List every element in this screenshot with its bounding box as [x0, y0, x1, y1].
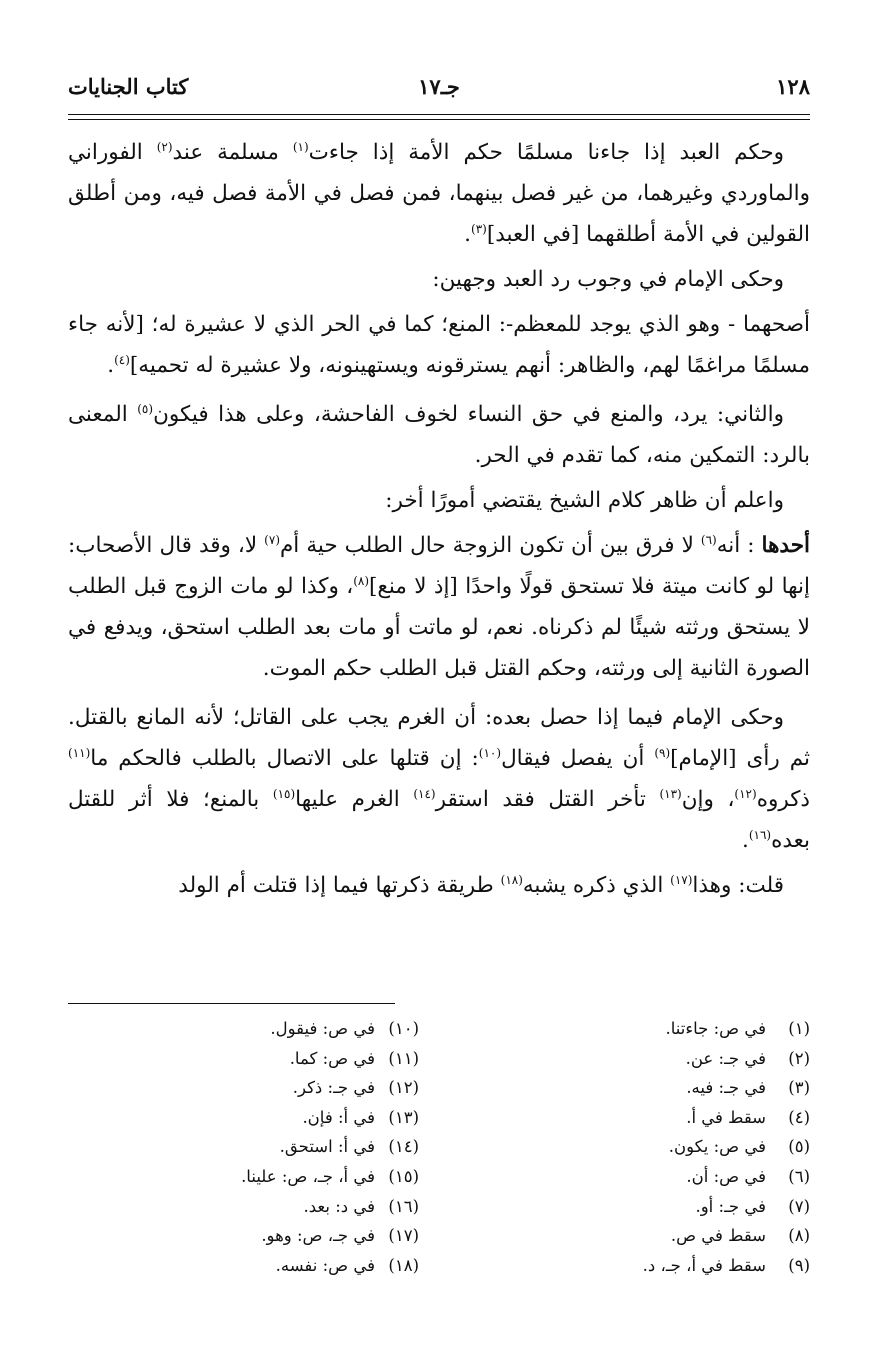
footnote: (١٥)في أ، جـ، ص: علينا. — [241, 1166, 419, 1186]
text-run: وحكم العبد إذا جاءنا مسلمًا حكم الأمة إذا جاءت — [308, 140, 784, 165]
paragraph-4 — [68, 394, 810, 476]
footnote: (٦)في ص: أن. — [686, 1166, 810, 1186]
footnote: (١٣)في أ: فإن. — [302, 1107, 419, 1127]
footnotes-column-right — [440, 1014, 810, 1280]
text-run: تأخر القتل فقد استقر — [435, 787, 660, 812]
text-run: ، وكذا لو مات الزوج قبل الطلب لا يستحق ورثته شيئًا لم ذكرناه. نعم، لو ماتت أو مات بعد الطلب استحق، ويدفع في الصورة الثانية إلى ورثته، وحكم القتل قبل الطلب حكم الموت. — [68, 574, 810, 681]
footnote-ref: (٤) — [114, 352, 130, 367]
bold-lead: أحدها — [761, 533, 810, 558]
book-title: كتاب الجنايات — [68, 74, 189, 99]
footnote-ref: (٧) — [264, 532, 280, 547]
footnote: (١٧)في جـ، ص: وهو. — [261, 1226, 419, 1246]
text-run: وحكى الإمام فيما إذا حصل بعده: أن الغرم يجب على القاتل؛ لأنه المانع بالقتل. ثم رأى [الإمام] — [68, 705, 810, 771]
footnote-ref: (١) — [292, 139, 309, 154]
footnote: (٨)سقط في ص. — [670, 1226, 810, 1246]
footnote-ref: (١٠) — [478, 745, 502, 760]
text-run: لا فرق بين أن تكون الزوجة حال الطلب حية أم — [280, 533, 701, 558]
footnote-ref: (١٧) — [670, 872, 693, 887]
footnote: (٥)في ص: يكون. — [668, 1137, 810, 1157]
text-run: ، وإن — [681, 787, 735, 812]
text-run: الفوراني والماوردي وغيرهما، من غير فصل بينهما، فمن فصل في الأمة فصل فيه، ومن أطلق القولين في الأمة أطلقهما [في العبد] — [68, 140, 810, 247]
footnote: (٣)في جـ: فيه. — [686, 1078, 810, 1098]
text-run: والثاني: يرد، والمنع في حق النساء لخوف الفاحشة، وعلى هذا فيكون — [153, 402, 784, 427]
text-run: لا، وقد قال الأصحاب: إنها لو كانت ميتة فلا تستحق قولًا واحدًا [إذ لا منع] — [68, 533, 810, 599]
text-run: ذكروه — [756, 787, 811, 812]
text-run: أن يفصل فيقال — [501, 746, 655, 771]
paragraph-6 — [68, 525, 810, 689]
footnote: (١٠)في ص: فيقول. — [270, 1019, 419, 1038]
text-run: واعلم أن ظاهر كلام الشيخ يقتضي أمورًا أخر: — [385, 488, 784, 513]
footnote-ref: (٣) — [471, 221, 487, 236]
footnote: (١١)في ص: كما. — [289, 1048, 419, 1068]
footnote-ref: (٩) — [654, 745, 671, 760]
footnote-ref: (٥) — [137, 401, 154, 416]
text-run: مسلمة عند — [172, 140, 293, 165]
footnote: (١٨)في ص: نفسه. — [275, 1255, 419, 1275]
footnote: (١٦)في د: بعد. — [303, 1196, 419, 1216]
text-run: قلت: وهذا — [692, 873, 784, 898]
footnote-ref: (٢) — [156, 139, 173, 154]
paragraph-8 — [68, 865, 810, 906]
text-run: المعنى بالرد: التمكين منه، كما تقدم في الحر. — [68, 402, 810, 468]
footnote-ref: (١٤) — [413, 786, 436, 801]
footnote-ref: (١٢) — [734, 786, 757, 801]
footnote: (١٢)في جـ: ذكر. — [292, 1078, 419, 1098]
page-number: ١٢٨ — [776, 74, 810, 99]
text-run: الذي ذكره يشبه — [522, 873, 671, 898]
text-run: : إن قتلها على الاتصال بالطلب فالحكم ما — [90, 746, 479, 771]
header-rule-top — [68, 114, 810, 115]
text-run: وحكى الإمام في وجوب رد العبد وجهين: — [432, 267, 784, 292]
footnote-ref: (١١) — [68, 745, 91, 760]
paragraph-3 — [68, 304, 810, 386]
footnote-ref: (١٥) — [272, 786, 296, 801]
main-text — [68, 132, 810, 910]
text-run: طريقة ذكرتها فيما إذا قتلت أم الولد — [178, 873, 501, 898]
footnotes-column-left — [49, 1014, 419, 1280]
footnote: (٧)في جـ: أو. — [695, 1196, 810, 1216]
footnote: (١٤)في أ: استحق. — [279, 1137, 419, 1157]
footnote-ref: (٨) — [353, 573, 370, 588]
text-run: الغرم عليها — [295, 787, 414, 812]
text-run: . — [464, 222, 471, 247]
paragraph-1 — [68, 132, 810, 255]
book-page — [68, 0, 810, 1372]
footnote: (١)في ص: جاءتنا. — [665, 1019, 810, 1038]
running-header — [68, 74, 810, 108]
text-run: بالمنع؛ فلا أثر للقتل بعده — [68, 787, 810, 853]
paragraph-5 — [68, 480, 810, 521]
header-rule-bottom — [68, 119, 810, 120]
footnote: (٢)في جـ: عن. — [685, 1048, 810, 1068]
paragraph-2 — [68, 259, 810, 300]
text-run: . — [107, 353, 115, 378]
volume-label: جـ١٧ — [418, 74, 460, 99]
text-run: . — [741, 828, 749, 853]
footnote: (٤)سقط في أ. — [686, 1107, 810, 1127]
footnote-ref: (٦) — [700, 532, 717, 547]
footnote-ref: (١٣) — [659, 786, 682, 801]
footnote-ref: (١٦) — [748, 827, 772, 842]
footnote-separator — [68, 1003, 395, 1004]
footnote: (٩)سقط في أ، جـ، د. — [642, 1255, 810, 1275]
footnote-ref: (١٨) — [500, 872, 523, 887]
text-run: أصحهما - وهو الذي يوجد للمعظم-: المنع؛ كما في الحر الذي لا عشيرة له؛ [لأنه جاء مسلمًا مراغمًا لهم، والظاهر: أنهم يسترقونه ويستهينونه، ولا عشيرة له تحميه] — [68, 312, 810, 378]
paragraph-7 — [68, 697, 810, 861]
text-run: : أنه — [716, 533, 762, 558]
